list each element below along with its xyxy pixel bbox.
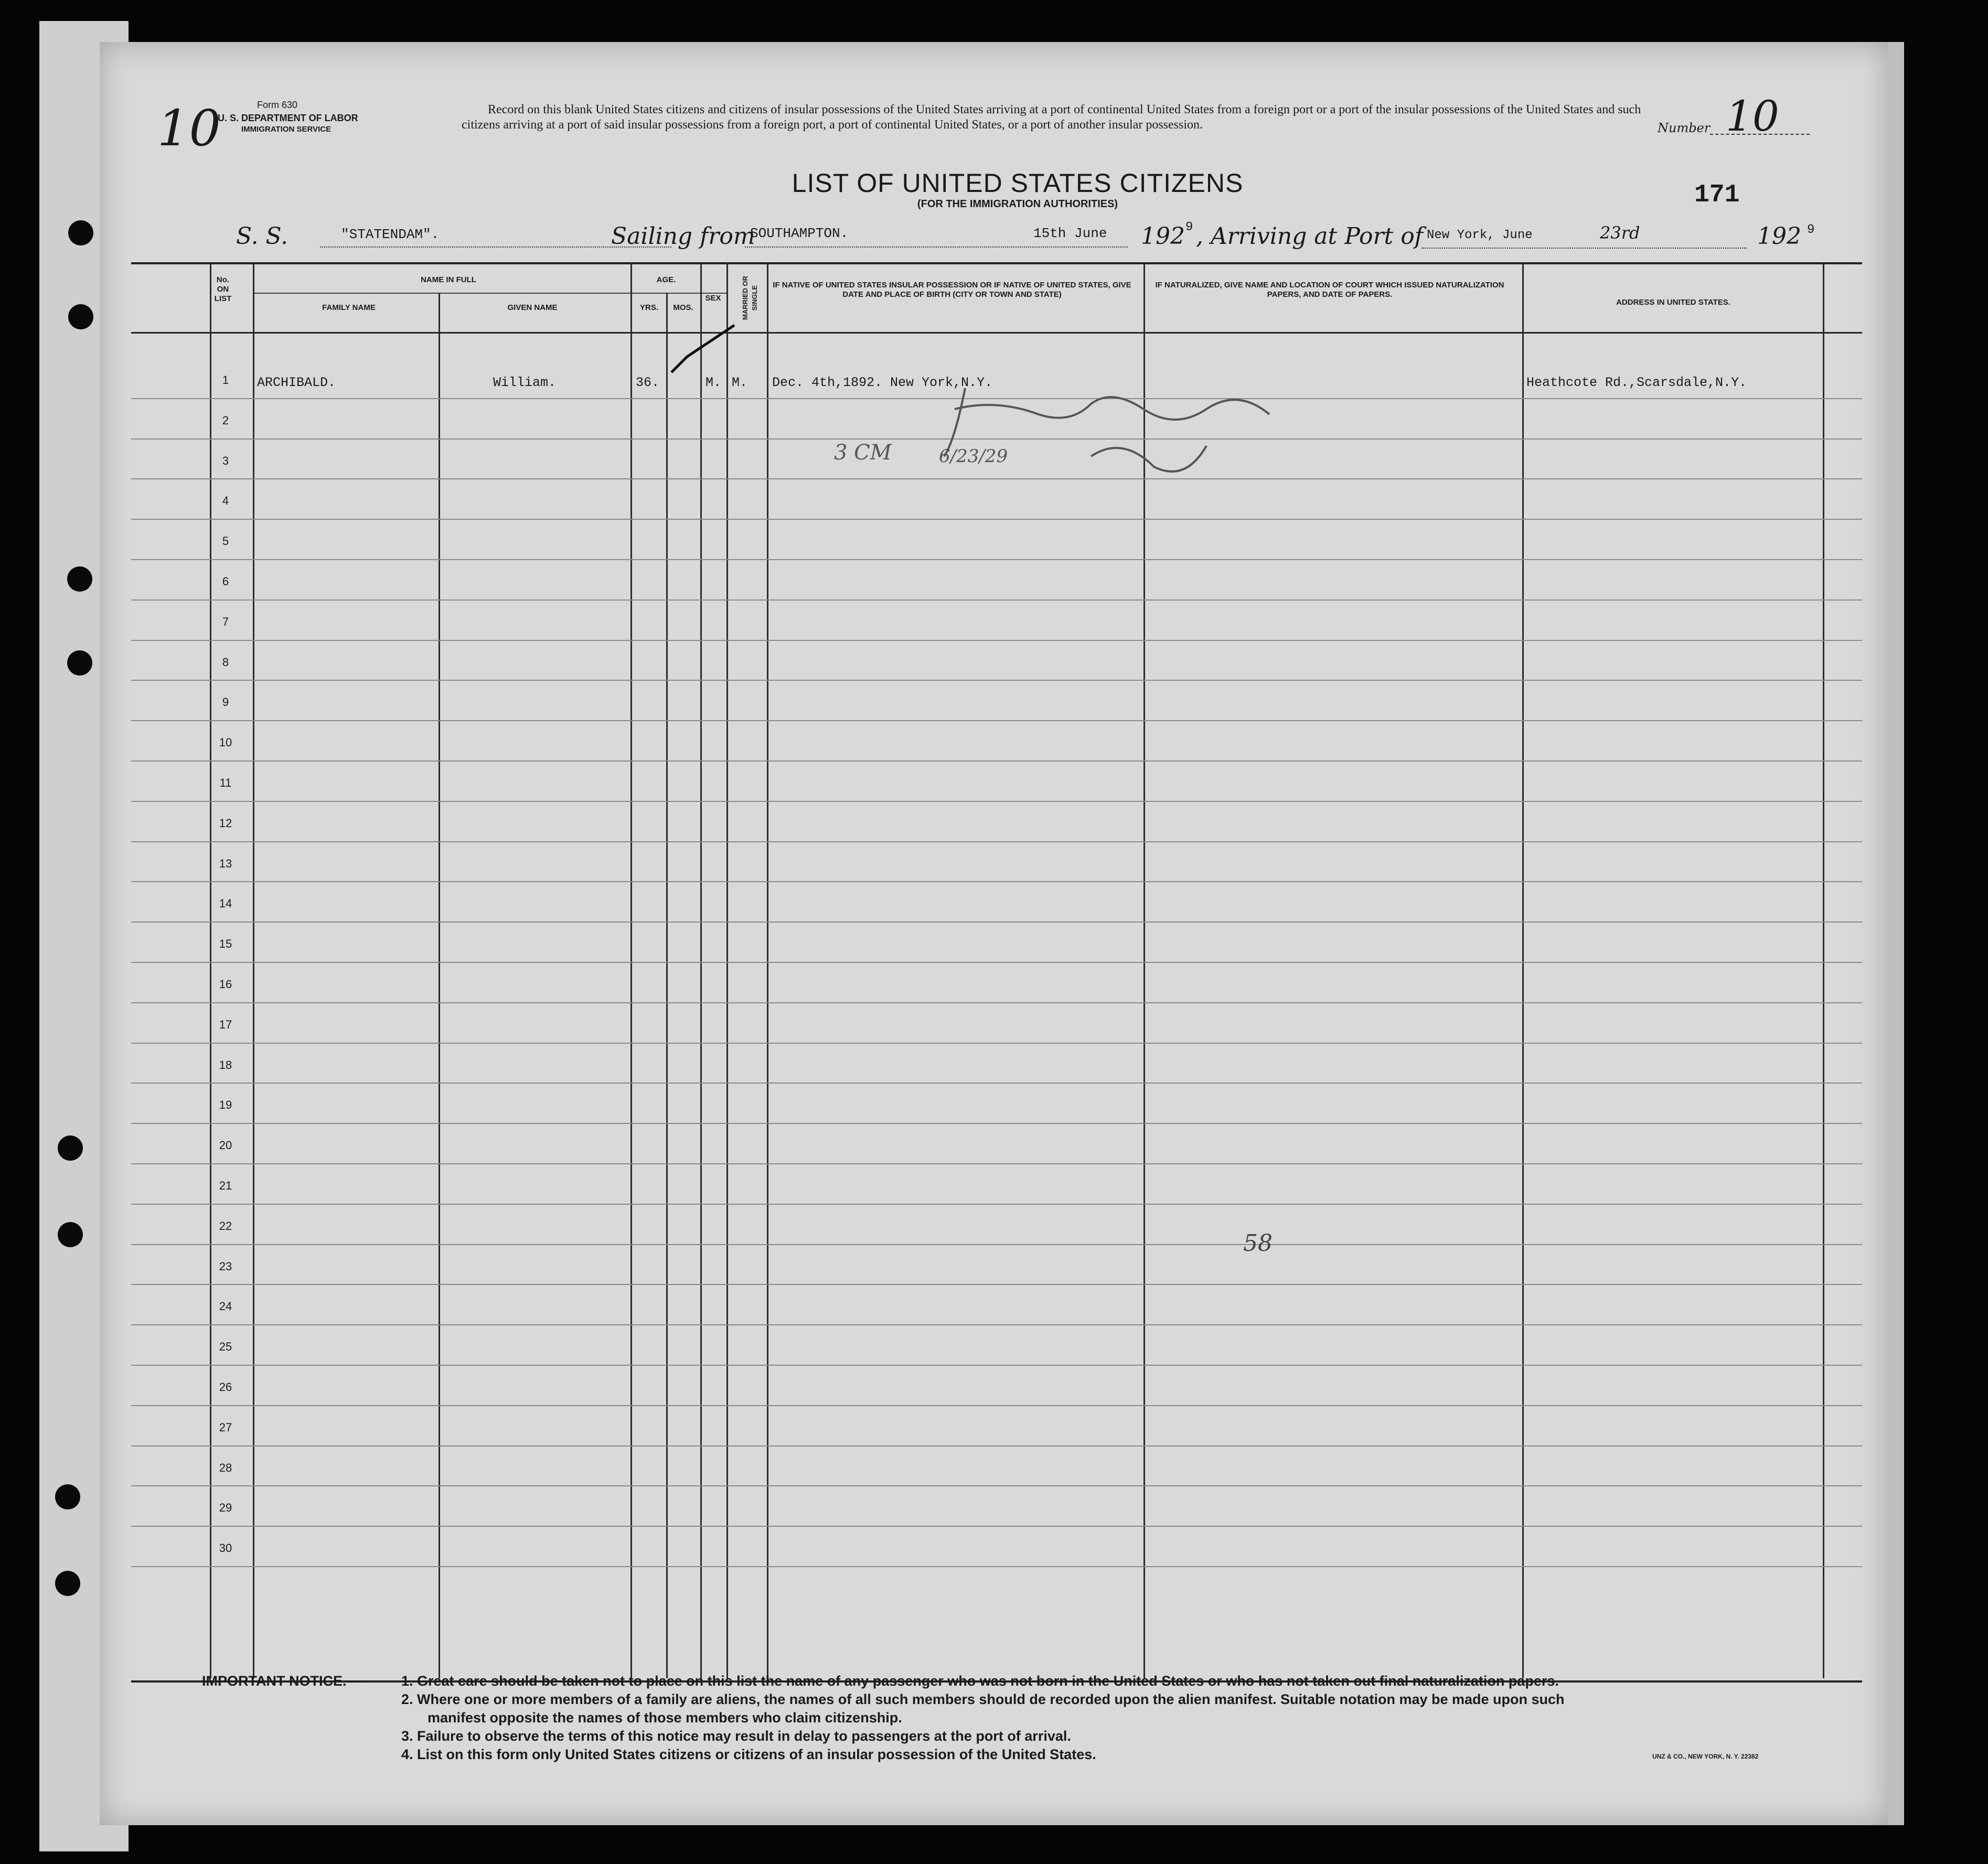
- row-number: 29: [219, 1501, 232, 1515]
- row-rule: [131, 760, 1862, 762]
- col-yrs: YRS.: [639, 303, 658, 312]
- row-rule: [131, 599, 1862, 601]
- punch-hole: [55, 1571, 80, 1596]
- punch-hole: [68, 220, 93, 245]
- family-name-cell: ARCHIBALD.: [257, 375, 336, 390]
- notice-item-1: 1. Great care should be taken not to place on this list the name of any passenger who was not born in the United States or who has not taken out final naturalization papers.: [401, 1673, 1559, 1689]
- notice-item-2-cont: manifest opposite the names of those members who claim citizenship.: [427, 1710, 902, 1726]
- given-name-cell: William.: [493, 375, 557, 390]
- row-number: 26: [219, 1380, 232, 1394]
- row-rule: [131, 559, 1862, 560]
- ss-label: S. S.: [236, 223, 288, 250]
- arriving-label: , Arriving at Port of: [1196, 223, 1423, 250]
- number-label: Number: [1658, 121, 1711, 135]
- col-line: [1522, 262, 1524, 1678]
- port-from-underline: [745, 247, 1128, 248]
- port-from: SOUTHAMPTON.: [750, 226, 849, 241]
- row-number: 24: [219, 1300, 232, 1313]
- row-rule: [131, 1566, 1862, 1567]
- notice-item-3: 3. Failure to observe the terms of this notice may result in delay to passengers at the port of arrival.: [401, 1728, 1071, 1744]
- col-line: [666, 293, 668, 1678]
- row-number: 15: [219, 937, 232, 951]
- service-name: IMMIGRATION SERVICE: [241, 125, 332, 134]
- row-number: 5: [222, 534, 229, 548]
- row-number: 17: [219, 1017, 232, 1031]
- check-mark: [666, 315, 740, 378]
- row-rule: [131, 962, 1862, 963]
- row-number: 7: [222, 615, 229, 628]
- row-number: 4: [222, 494, 229, 508]
- row-rule: [131, 1365, 1862, 1366]
- col-birth: IF NATIVE OF UNITED STATES INSULAR POSSESSION OR IF NATIVE OF UNITED STATES, GIVE DATE AND PLACE OF BIRTH (CITY OR TOWN AND STATE): [773, 281, 1131, 299]
- department-name: U. S. DEPARTMENT OF LABOR: [218, 113, 358, 123]
- row-number: 23: [219, 1259, 232, 1273]
- row-number: 28: [219, 1461, 232, 1474]
- instructions-text: Record on this blank United States citizens and citizens of insular possessions of the United States arriving at a port of continental United States from a foreign port or a port of the insular possessions of the United States and such citizens arriving at a port of said insular possessions from a foreign port, a port of continental United States, or a port of another insular possession.: [462, 103, 1641, 132]
- row-number: 9: [222, 695, 229, 709]
- row-rule: [131, 1043, 1862, 1044]
- marital-cell: M.: [732, 375, 748, 390]
- col-line: [439, 293, 440, 1678]
- row-number: 8: [222, 655, 229, 669]
- col-line: [1823, 262, 1824, 1678]
- row-number: 21: [219, 1179, 232, 1192]
- date-to: 23rd: [1600, 223, 1640, 243]
- row-number: 25: [219, 1340, 232, 1354]
- row-number: 11: [219, 776, 232, 789]
- row-rule: [131, 1244, 1862, 1245]
- row-number: 1: [222, 373, 229, 387]
- number-value: 10: [1726, 92, 1779, 141]
- row-rule: [131, 881, 1862, 882]
- signature-date: 6/23/29: [939, 446, 1008, 467]
- row-number: 13: [219, 856, 232, 870]
- row-rule: [131, 922, 1862, 923]
- punch-hole: [58, 1222, 83, 1247]
- row-rule: [131, 1405, 1862, 1406]
- row-rule: [131, 801, 1862, 802]
- port-to-underline: [1421, 248, 1747, 249]
- col-line: [726, 262, 728, 1678]
- notice-item-4: 4. List on this form only United States citizens or citizens of an insular possession of the United States.: [401, 1747, 1096, 1762]
- row-rule: [131, 680, 1862, 681]
- row-number: 6: [222, 575, 229, 588]
- date-from: 15th June: [1033, 226, 1107, 241]
- punch-hole: [67, 566, 92, 592]
- address-cell: Heathcote Rd.,Scarsdale,N.Y.: [1526, 375, 1747, 390]
- row-rule: [131, 1002, 1862, 1003]
- row-rule: [131, 1284, 1862, 1285]
- printer-mark: UNZ & CO., NEW YORK, N. Y. 22382: [1652, 1753, 1759, 1760]
- col-line: [630, 262, 632, 1678]
- inspector-signature: [934, 378, 1332, 483]
- row-rule: [131, 1324, 1862, 1325]
- punch-hole: [68, 304, 93, 329]
- punch-hole: [58, 1135, 83, 1161]
- row-rule: [131, 1445, 1862, 1447]
- col-mos: MOS.: [673, 303, 693, 312]
- row-rule: [131, 1526, 1862, 1527]
- row-number: 12: [219, 816, 232, 830]
- col-sex: SEX: [705, 294, 721, 303]
- sex-cell: M.: [706, 375, 722, 390]
- age-years-cell: 36.: [636, 375, 660, 390]
- col-line: [700, 262, 702, 1678]
- manifest-page: [100, 42, 1904, 1825]
- row-number: 27: [219, 1420, 232, 1434]
- row-rule: [131, 1485, 1862, 1486]
- row-rule: [131, 1123, 1862, 1124]
- year-suffix-2: 9: [1807, 223, 1815, 237]
- row-number: 22: [219, 1219, 232, 1233]
- port-to: New York, June: [1427, 228, 1533, 242]
- row-number: 10: [219, 736, 232, 749]
- col-address: ADDRESS IN UNITED STATES.: [1616, 298, 1730, 307]
- punch-hole: [67, 650, 92, 676]
- birth-cell: Dec. 4th,1892. New York,N.Y.: [772, 375, 993, 390]
- pencil-note: 3 CM: [834, 441, 892, 465]
- row-rule: [131, 640, 1862, 641]
- row-rule: [131, 1204, 1862, 1205]
- year-suffix-1: 9: [1185, 220, 1193, 234]
- col-married-single: MARRIED OR SINGLE: [741, 276, 758, 320]
- row-number: 3: [222, 454, 229, 467]
- number-underline: [1710, 134, 1810, 135]
- col-given-name: GIVEN NAME: [507, 303, 558, 312]
- year-prefix-2: 192: [1757, 223, 1801, 250]
- page-number-note: 58: [1243, 1230, 1273, 1257]
- col-no-on-list: No. ON LIST: [214, 275, 232, 303]
- sailing-label: Sailing from: [611, 223, 755, 250]
- col-line: [253, 262, 254, 1678]
- year-prefix-1: 192: [1141, 223, 1185, 250]
- col-name-in-full: NAME IN FULL: [421, 275, 476, 284]
- row-rule: [131, 519, 1862, 520]
- row-number: 2: [222, 413, 229, 427]
- notice-item-2: 2. Where one or more members of a family are aliens, the names of all such members should de recorded upon the alien manifest. Suitable notation may be made upon such: [401, 1691, 1565, 1707]
- col-naturalized: IF NATURALIZED, GIVE NAME AND LOCATION OF COURT WHICH ISSUED NATURALIZATION PAPERS, AND DATE OF PAPERS.: [1155, 281, 1504, 299]
- row-rule: [131, 841, 1862, 842]
- col-age: AGE.: [656, 275, 676, 284]
- row-number: 16: [219, 978, 232, 991]
- pencil-page-number: 10: [157, 100, 221, 157]
- page-title: LIST OF UNITED STATES CITIZENS: [792, 168, 1244, 198]
- col-family-name: FAMILY NAME: [322, 303, 376, 312]
- row-number: 20: [219, 1139, 232, 1152]
- col-line: [767, 262, 768, 1678]
- page-subtitle: (FOR THE IMMIGRATION AUTHORITIES): [917, 198, 1118, 210]
- name-divider: [254, 293, 726, 294]
- row-number: 19: [219, 1098, 232, 1112]
- row-rule: [131, 720, 1862, 721]
- ship-name: "STATENDAM".: [341, 227, 440, 242]
- row-rule: [131, 1083, 1862, 1084]
- row-rule: [131, 1163, 1862, 1164]
- stamp-number: 171: [1694, 181, 1740, 209]
- row-number: 14: [219, 897, 232, 910]
- header-divider: [131, 332, 1862, 334]
- row-number: 30: [219, 1541, 232, 1555]
- row-number: 18: [219, 1058, 232, 1072]
- form-number: Form 630: [257, 100, 298, 110]
- punch-hole: [55, 1484, 80, 1509]
- notice-heading: IMPORTANT NOTICE.—: [202, 1673, 361, 1689]
